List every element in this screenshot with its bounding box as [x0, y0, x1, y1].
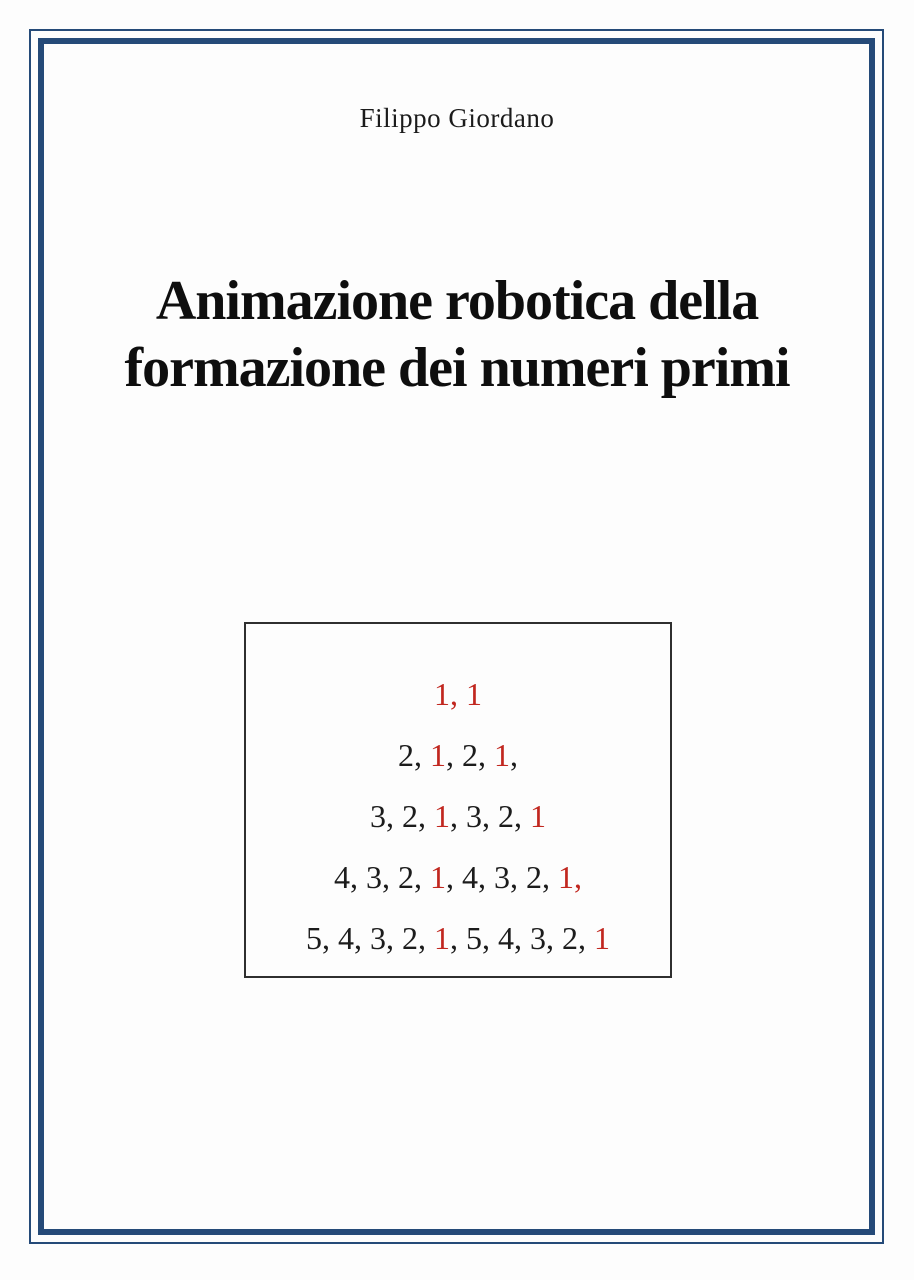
sequence-row — [246, 786, 670, 847]
sequence-box — [244, 622, 672, 978]
sequence-number-red: 1 — [434, 798, 450, 834]
sequence-number-red: 1, — [558, 859, 582, 895]
sequence-row — [246, 725, 670, 786]
sequence-number-red: 1, 1 — [434, 676, 482, 712]
sequence-number: , — [510, 737, 518, 773]
title-line-2: formazione dei numeri primi — [124, 337, 790, 399]
book-title — [0, 268, 914, 402]
sequence-number: 3, 2, — [370, 798, 434, 834]
sequence-number: 2, — [398, 737, 430, 773]
sequence-number-red: 1 — [494, 737, 510, 773]
sequence-number: 5, 4, 3, 2, — [306, 920, 434, 956]
sequence-row — [246, 908, 670, 969]
author-name: Filippo Giordano — [359, 103, 555, 133]
sequence-number-red: 1 — [434, 920, 450, 956]
sequence-number-red: 1 — [594, 920, 610, 956]
sequence-number-red: 1 — [430, 737, 446, 773]
sequence-rows — [246, 664, 670, 969]
sequence-number: 4, 3, 2, — [334, 859, 430, 895]
sequence-number: , 2, — [446, 737, 494, 773]
sequence-number: , 5, 4, 3, 2, — [450, 920, 594, 956]
sequence-number: , 3, 2, — [450, 798, 530, 834]
sequence-row — [246, 847, 670, 908]
sequence-number-red: 1 — [430, 859, 446, 895]
title-line-1: Animazione robotica della — [155, 270, 759, 332]
sequence-number: , 4, 3, 2, — [446, 859, 558, 895]
sequence-number-red: 1 — [530, 798, 546, 834]
sequence-row — [246, 664, 670, 725]
